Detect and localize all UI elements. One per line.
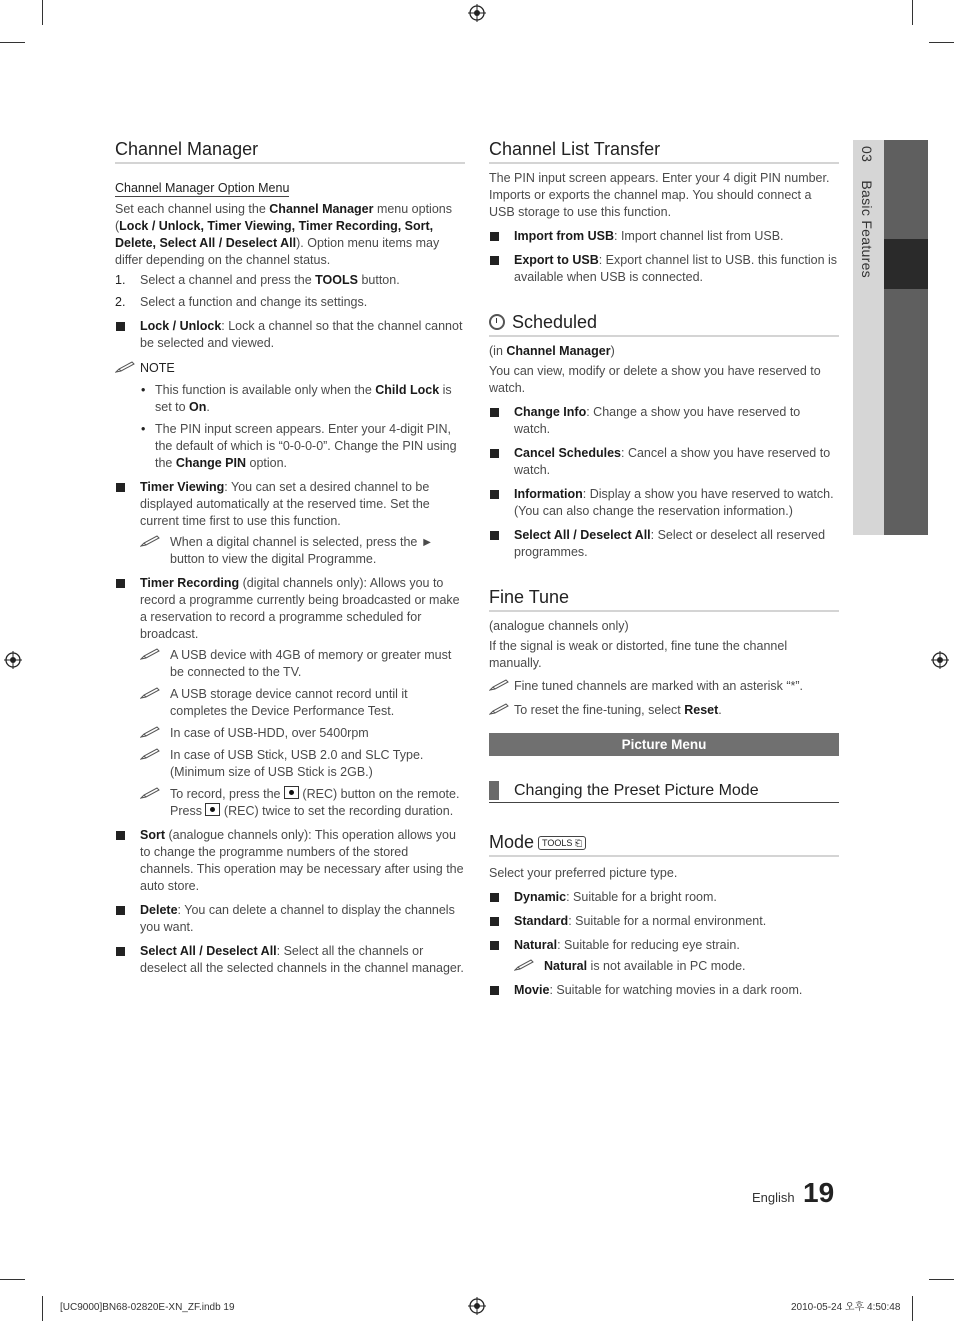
note-item: In case of USB Stick, USB 2.0 and SLC Type. (Minimum size of USB Stick is 2GB.) — [140, 747, 465, 781]
tools-badge-icon: TOOLS ⎗ — [538, 836, 586, 850]
section-title-channel-manager: Channel Manager — [115, 138, 465, 164]
bullet-import-usb: Import from USB: Import channel list from USB. — [489, 228, 839, 245]
bullet-delete: Delete: You can delete a channel to display the channels you want. — [115, 902, 465, 936]
pencil-note-icon — [489, 679, 509, 691]
pencil-note-icon — [140, 726, 160, 738]
crop-mark — [929, 42, 954, 43]
note-item: Fine tuned channels are marked with an asterisk “*”. — [489, 678, 839, 695]
rec-button-icon — [284, 786, 299, 799]
page-number: 19 — [803, 1177, 835, 1208]
bullet-select-deselect: Select All / Deselect All: Select or deselect all reserved programmes. — [489, 527, 839, 561]
fine-tune-intro: If the signal is weak or distorted, fine tune the channel manually. — [489, 639, 788, 670]
crop-mark — [912, 1296, 913, 1321]
step-item: 1. Select a channel and press the TOOLS button. — [115, 273, 400, 287]
print-slug-date: 2010-05-24 오후 4:50:48 — [791, 1302, 901, 1313]
bullet-square-icon — [490, 917, 499, 926]
bullet-square-icon — [490, 449, 499, 458]
bullet-timer-recording: Timer Recording (digital channels only): Allows you to record a programme currently being broadcasted or make a reservation to record a programme scheduled for broadcast. A USB device with 4GB of memory or greater must be connected to the TV. A USB storage device cannot record until it completes the Device Performance Test. In case of USB-HDD, over 5400rpm In case of USB Stick, USB 2.0 and SLC Type. (Minimum size of USB Stick is 2GB.) To record, press the (REC) button on the remote. Press (REC) twice to set the recording duration. — [115, 575, 465, 820]
bullet-cancel-schedules: Cancel Schedules: Cancel a show you have reserved to watch. — [489, 445, 839, 479]
crop-mark — [929, 1279, 954, 1280]
scheduled-intro: You can view, modify or delete a show you have reserved to watch. — [489, 364, 821, 395]
pencil-note-icon — [489, 703, 509, 715]
crop-mark — [42, 1296, 43, 1321]
fine-tune-scope: (analogue channels only) — [489, 619, 629, 633]
step-item: 2. Select a function and change its settings. — [115, 295, 368, 309]
left-column — [115, 138, 465, 982]
right-column — [489, 138, 839, 1004]
bullet-square-icon — [116, 322, 125, 331]
bullet-lock-unlock: Lock / Unlock: Lock a channel so that the channel cannot be selected and viewed. — [115, 318, 465, 352]
bullet-information: Information: Display a show you have reserved to watch. (You can also change the reservation information.) — [489, 486, 839, 520]
note-header: NOTE — [115, 360, 465, 377]
bullet-change-info: Change Info: Change a show you have reserved to watch. — [489, 404, 839, 438]
bullet-square-icon — [490, 408, 499, 417]
chapter-tab-dark — [884, 140, 928, 535]
pencil-note-icon — [140, 535, 160, 547]
bullet-square-icon — [490, 256, 499, 265]
clock-icon — [489, 314, 505, 330]
section-title-scheduled: Scheduled — [489, 311, 839, 337]
bullet-square-icon — [116, 483, 125, 492]
bullet-standard: Standard: Suitable for a normal environment. — [489, 913, 839, 930]
pencil-note-icon — [140, 687, 160, 699]
bullet-select-all: Select All / Deselect All: Select all the channels or deselect all the selected channels in the channel manager. — [115, 943, 465, 977]
bullet-square-icon — [490, 531, 499, 540]
crop-mark — [0, 1279, 25, 1280]
bullet-square-icon — [116, 906, 125, 915]
rec-button-icon — [205, 803, 220, 816]
registration-mark-icon — [468, 1297, 486, 1315]
bullet-square-icon — [116, 579, 125, 588]
section-title-channel-list-transfer: Channel List Transfer — [489, 138, 839, 164]
footer-language: English — [752, 1190, 795, 1205]
pencil-note-icon — [115, 361, 135, 373]
bullet-sort: Sort (analogue channels only): This operation allows you to change the programme numbers of the stored channels. This operation may be necessary after using the auto store. — [115, 827, 465, 895]
note-item: To reset the fine-tuning, select Reset. — [489, 702, 839, 719]
bullet-export-usb: Export to USB: Export channel list to USB. this function is available when USB is connected. — [489, 252, 839, 286]
scheduled-context: (in Channel Manager) — [489, 344, 615, 358]
bullet-square-icon — [490, 986, 499, 995]
pencil-note-icon — [140, 648, 160, 660]
pencil-note-icon — [514, 959, 534, 971]
crop-mark — [0, 42, 25, 43]
chapter-tab-label — [858, 146, 875, 278]
note-dot-item: • The PIN input screen appears. Enter your 4-digit PIN, the default of which is “0-0-0-0”. Change the PIN using the Change PIN option. — [141, 422, 457, 470]
crop-mark — [912, 0, 913, 25]
bullet-movie: Movie: Suitable for watching movies in a dark room. — [489, 982, 839, 999]
chapter-number: 03 — [859, 146, 875, 163]
print-slug-file: [UC9000]BN68-02820E-XN_ZF.indb 19 — [60, 1302, 235, 1313]
note-item: To record, press the (REC) button on the remote. Press (REC) twice to set the recording duration. — [140, 786, 465, 820]
subheading-option-menu: Channel Manager Option Menu — [115, 181, 290, 195]
preset-picture-heading: Changing the Preset Picture Mode — [489, 780, 839, 803]
bullet-timer-viewing: Timer Viewing: You can set a desired channel to be displayed automatically at the reserved time. Set the current time first to use this function. When a digital channel is selected, press the ► button to view the digital Programme. — [115, 479, 465, 568]
section-title-mode: Mode TOOLS ⎗ — [489, 831, 839, 857]
chapter-title: Basic Features — [859, 180, 875, 278]
note-item: In case of USB-HDD, over 5400rpm — [140, 725, 465, 742]
note-item: A USB device with 4GB of memory or greater must be connected to the TV. — [140, 647, 465, 681]
registration-mark-icon — [468, 4, 486, 22]
crop-mark — [42, 0, 43, 25]
bullet-square-icon — [490, 232, 499, 241]
section-title-fine-tune: Fine Tune — [489, 586, 839, 612]
intro-paragraph: Set each channel using the Channel Manager menu options (Lock / Unlock, Timer Viewing, Timer Recording, Sort, Delete, Select All / Deselect All). Option menu items may differ depending on the channel status. — [115, 202, 452, 267]
mode-intro: Select your preferred picture type. — [489, 866, 678, 880]
bullet-dynamic: Dynamic: Suitable for a bright room. — [489, 889, 839, 906]
pencil-note-icon — [140, 748, 160, 760]
bullet-square-icon — [490, 941, 499, 950]
pencil-note-icon — [140, 787, 160, 799]
bullet-square-icon — [116, 947, 125, 956]
picture-menu-bar: Picture Menu — [489, 733, 839, 756]
chapter-tab-marker — [884, 239, 928, 289]
bullet-square-icon — [490, 893, 499, 902]
note-item: Natural is not available in PC mode. — [514, 958, 839, 975]
note-dot-item: • This function is available only when the Child Lock is set to On. — [141, 383, 452, 414]
section-marker — [489, 781, 499, 800]
note-item: A USB storage device cannot record until it completes the Device Performance Test. — [140, 686, 465, 720]
registration-mark-icon — [931, 651, 949, 669]
note-item: When a digital channel is selected, press the ► button to view the digital Programme. — [140, 534, 465, 568]
clt-intro: The PIN input screen appears. Enter your 4 digit PIN number. Imports or exports the channel map. You should connect a USB storage to use this function. — [489, 171, 830, 219]
bullet-square-icon — [490, 490, 499, 499]
registration-mark-icon — [4, 651, 22, 669]
bullet-natural: Natural: Suitable for reducing eye strain. Natural is not available in PC mode. — [489, 937, 839, 975]
bullet-square-icon — [116, 831, 125, 840]
